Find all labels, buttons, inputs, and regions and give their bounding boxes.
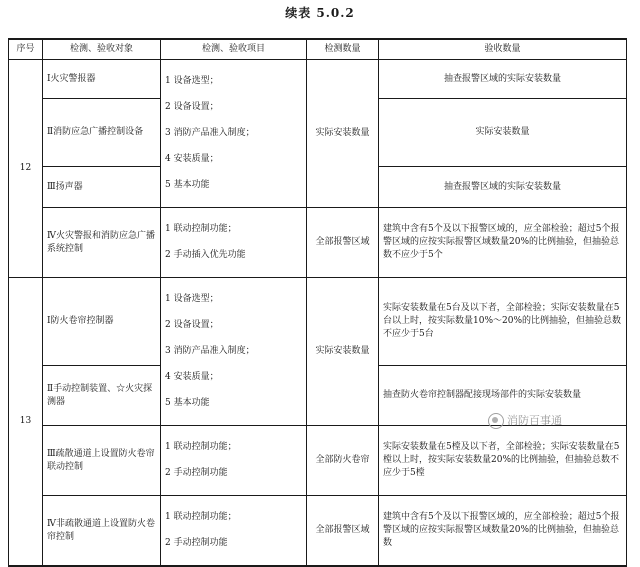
acceptance-cell: 建筑中含有5个及以下报警区域的，应全部检验；超过5个报警区域的应按实际报警区域数量20%的比例抽验，但抽验总数 <box>379 496 627 567</box>
seq-cell-12: 12 <box>9 60 43 278</box>
quantity-cell-13a: 实际安装数量 <box>307 278 379 426</box>
object-cell: Ⅲ疏散通道上设置防火卷帘联动控制 <box>43 426 161 496</box>
quantity-cell-12b: 全部报警区域 <box>307 208 379 278</box>
header-seq: 序号 <box>9 39 43 60</box>
item-line: 2 手动控制功能 <box>165 538 228 548</box>
header-object: 检测、验收对象 <box>43 39 161 60</box>
quantity-cell-13b: 全部防火卷帘 <box>307 426 379 496</box>
header-row <box>9 39 627 60</box>
table-row <box>9 278 627 366</box>
header-items: 检测、验收项目 <box>161 39 307 60</box>
item-line: 1 设备选型； <box>165 76 219 86</box>
item-line: 3 消防产品准入制度； <box>165 128 255 138</box>
header-acceptance: 验收数量 <box>379 39 627 60</box>
items-cell-12a <box>161 60 307 208</box>
object-cell: Ⅰ防火卷帘控制器 <box>43 278 161 366</box>
acceptance-cell: 实际安装数量在5台及以下者，全部检验；实际安装数量在5台以上时，按实际数量10%～20%的比例抽验，但抽验总数不应少于5台 <box>379 278 627 366</box>
item-line: 1 联动控制功能； <box>165 442 237 452</box>
object-cell: Ⅳ非疏散通道上设置防火卷帘控制 <box>43 496 161 567</box>
acceptance-cell: 实际安装数量 <box>379 99 627 167</box>
item-line: 1 设备选型； <box>165 294 219 304</box>
acceptance-cell: 实际安装数量在5樘及以下者，全部检验；实际安装数量在5樘以上时，按实际安装数量20%的比例抽验，但抽验总数不应少于5樘 <box>379 426 627 496</box>
item-line: 2 设备设置； <box>165 320 219 330</box>
object-cell: Ⅳ火灾警报和消防应急广播系统控制 <box>43 208 161 278</box>
watermark <box>488 410 634 432</box>
table-row <box>9 60 627 99</box>
object-cell: Ⅱ消防应急广播控制设备 <box>43 99 161 167</box>
item-line: 2 设备设置； <box>165 102 219 112</box>
table-row <box>9 496 627 567</box>
table-caption: 续表 5.0.2 <box>285 6 355 20</box>
object-cell: Ⅱ手动控制装置、☆火灾探测器 <box>43 366 161 426</box>
quantity-cell-13c: 全部报警区域 <box>307 496 379 567</box>
seq-cell-13: 13 <box>9 278 43 567</box>
item-line: 2 手动插入优先功能 <box>165 250 246 260</box>
items-cell-13b <box>161 426 307 496</box>
acceptance-cell: 抽查防火卷帘控制器配接现场部件的实际安装数量 <box>379 366 627 426</box>
items-cell-13a <box>161 278 307 426</box>
items-cell-12b <box>161 208 307 278</box>
item-line: 2 手动控制功能 <box>165 468 228 478</box>
item-line: 4 安装质量； <box>165 372 219 382</box>
watermark-text: 消防百事通 <box>507 414 562 427</box>
item-line: 1 联动控制功能； <box>165 224 237 234</box>
item-line: 3 消防产品准入制度； <box>165 346 255 356</box>
item-line: 4 安装质量； <box>165 154 219 164</box>
acceptance-cell: 抽查报警区域的实际安装数量 <box>379 60 627 99</box>
item-line: 5 基本功能 <box>165 398 210 408</box>
items-cell-13c <box>161 496 307 567</box>
table-row <box>9 208 627 278</box>
wechat-icon <box>488 413 504 429</box>
inspection-table <box>8 38 627 567</box>
item-line: 1 联动控制功能； <box>165 512 237 522</box>
header-quantity: 检测数量 <box>307 39 379 60</box>
object-cell: Ⅲ扬声器 <box>43 167 161 208</box>
item-line: 5 基本功能 <box>165 180 210 190</box>
acceptance-cell: 抽查报警区域的实际安装数量 <box>379 167 627 208</box>
acceptance-cell: 建筑中含有5个及以下报警区域的，应全部检验；超过5个报警区域的应按实际报警区域数量20%的比例抽验，但抽验总数不应少于5个 <box>379 208 627 278</box>
quantity-cell-12a: 实际安装数量 <box>307 60 379 208</box>
object-cell: Ⅰ火灾警报器 <box>43 60 161 99</box>
table-row <box>9 426 627 496</box>
